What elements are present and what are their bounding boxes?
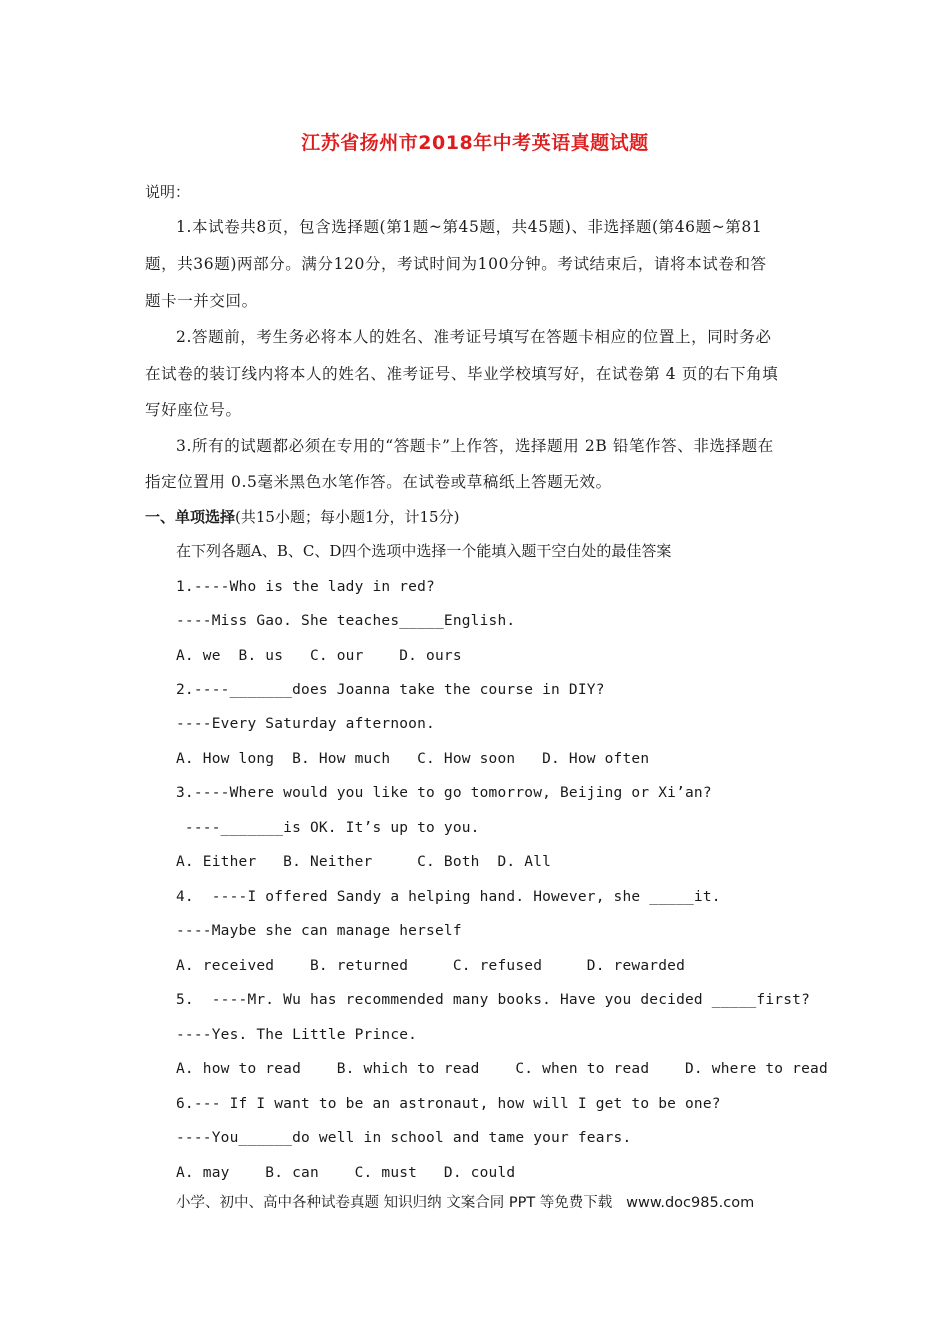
- question-line: ----Maybe she can manage herself: [176, 923, 462, 939]
- question-line: 1.----Who is the lady in red?: [176, 579, 435, 595]
- question-line: ----Yes. The Little Prince.: [176, 1027, 418, 1043]
- question-options: A. Either B. Neither C. Both D. All: [176, 854, 552, 870]
- question-line: 3.----Where would you like to go tomorrow, Beijing or Xi’an?: [176, 785, 712, 801]
- question-line: ----Miss Gao. She teaches_____English.: [176, 613, 516, 629]
- question-line: ----_______is OK. It’s up to you.: [176, 820, 480, 836]
- question-options: A. How long B. How much C. How soon D. How often: [176, 751, 650, 767]
- question-line: 6.--- If I want to be an astronaut, how will I get to be one?: [176, 1096, 721, 1112]
- instructions-label: 说明：: [145, 183, 191, 201]
- instruction-line: 在试卷的装订线内将本人的姓名、准考证号、毕业学校填写好，在试卷第 4 页的右下角填: [145, 365, 779, 383]
- instruction-line: 写好座位号。: [145, 401, 242, 419]
- footer-text: 小学、初中、高中各种试卷真题 知识归纳 文案合同 PPT 等免费下载 www.doc985.com: [176, 1195, 755, 1211]
- section-heading-rest: (共15小题；每小题1分，计15分): [235, 508, 460, 526]
- question-line: ----Every Saturday afternoon.: [176, 716, 435, 732]
- instruction-line: 2.答题前，考生务必将本人的姓名、准考证号填写在答题卡相应的位置上，同时务必: [176, 328, 772, 346]
- page-title: 江苏省扬州市2018年中考英语真题试题: [301, 132, 649, 154]
- question-options: A. how to read B. which to read C. when to read D. where to read: [176, 1061, 828, 1077]
- question-line: ----You______do well in school and tame your fears.: [176, 1130, 632, 1146]
- instruction-line: 3.所有的试题都必须在专用的“答题卡”上作答，选择题用 2B 铅笔作答、非选择题在: [176, 437, 774, 455]
- question-line: 4. ----I offered Sandy a helping hand. However, she _____it.: [176, 889, 721, 905]
- instruction-line: 题卡一并交回。: [145, 292, 258, 310]
- section-heading: [145, 507, 459, 527]
- question-options: A. may B. can C. must D. could: [176, 1165, 516, 1181]
- instruction-line: 指定位置用 0.5毫米黑色水笔作答。在试卷或草稿纸上答题无效。: [145, 473, 612, 491]
- question-line: 5. ----Mr. Wu has recommended many books. Have you decided _____first?: [176, 992, 811, 1008]
- question-options: A. we B. us C. our D. ours: [176, 648, 462, 664]
- instruction-line: 题，共36题)两部分。满分120分，考试时间为100分钟。考试结束后，请将本试卷和答: [145, 255, 767, 273]
- question-line: 2.----_______does Joanna take the course in DIY?: [176, 682, 605, 698]
- section-heading-bold: 一、单项选择: [145, 508, 236, 526]
- question-options: A. received B. returned C. refused D. rewarded: [176, 958, 685, 974]
- instruction-line: 1.本试卷共8页，包含选择题(第1题~第45题，共45题)、非选择题(第46题~第81: [176, 218, 763, 236]
- section-directions: 在下列各题A、B、C、D四个选项中选择一个能填入题干空白处的最佳答案: [176, 542, 672, 560]
